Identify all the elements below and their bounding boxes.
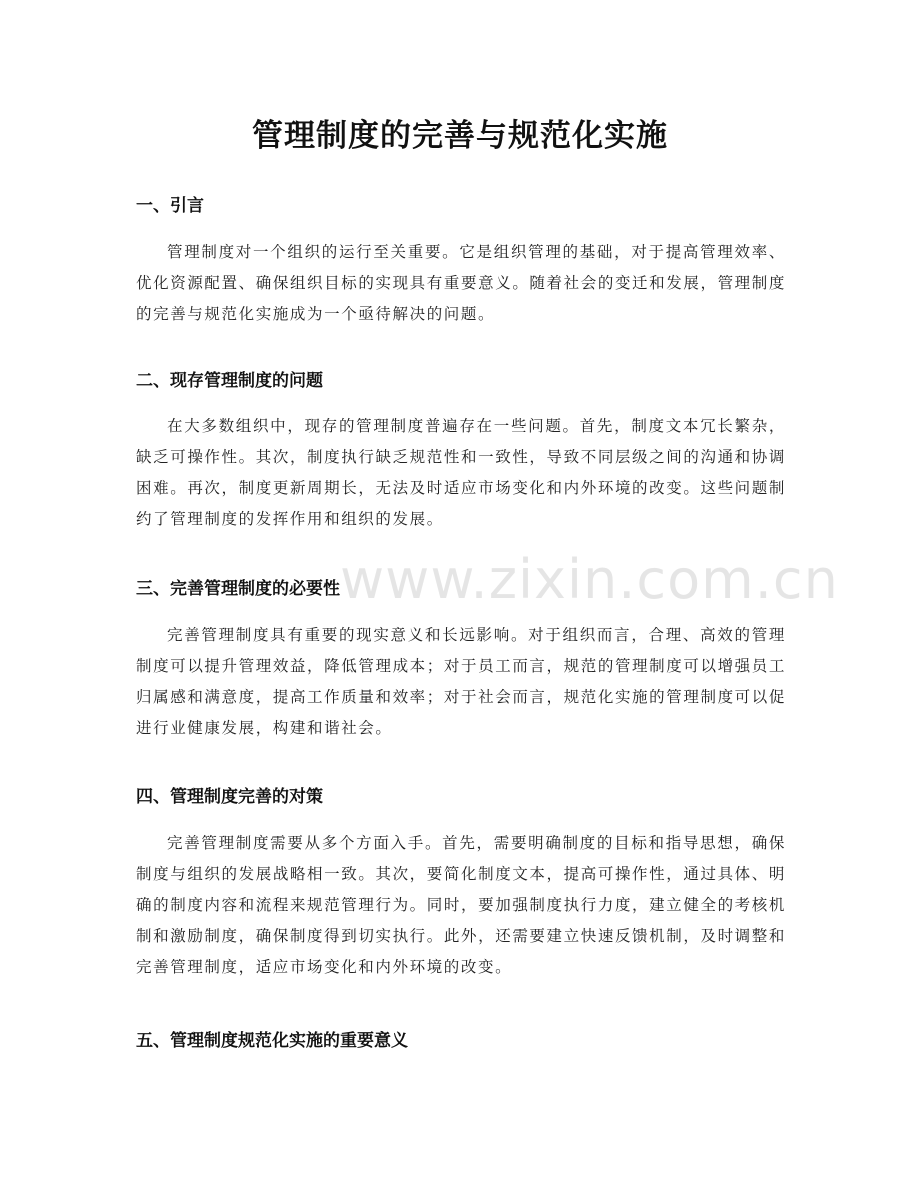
section-heading-problems: 二、现存管理制度的问题 — [136, 371, 323, 391]
section-heading-necessity: 三、完善管理制度的必要性 — [136, 579, 340, 599]
section-paragraph-problems: 在大多数组织中，现存的管理制度普遍存在一些问题。首先，制度文本冗长繁杂，缺乏可操作性。其次，制度执行缺乏规范性和一致性，导致不同层级之间的沟通和协调困难。再次，制度更新周期长，无法及时适应市场变化和内外环境的改变。这些问题制约了管理制度的发挥作用和组织的发展。 — [136, 417, 786, 528]
watermark: www.zixin.com.cn — [340, 548, 839, 611]
section-heading-measures: 四、管理制度完善的对策 — [136, 787, 323, 807]
section-paragraph-necessity: 完善管理制度具有重要的现实意义和长远影响。对于组织而言，合理、高效的管理制度可以提升管理效益，降低管理成本；对于员工而言，规范的管理制度可以增强员工归属感和满意度，提高工作质量和效率；对于社会而言，规范化实施的管理制度可以促进行业健康发展，构建和谐社会。 — [136, 626, 786, 737]
section-heading-significance: 五、管理制度规范化实施的重要意义 — [136, 1031, 408, 1051]
section-heading-intro: 一、引言 — [136, 196, 204, 216]
section-paragraph-intro: 管理制度对一个组织的运行至关重要。它是组织管理的基础，对于提高管理效率、优化资源配置、确保组织目标的实现具有重要意义。随着社会的变迁和发展，管理制度的完善与规范化实施成为一个亟待解决的问题。 — [136, 243, 786, 323]
document-title: 管理制度的完善与规范化实施 — [252, 118, 668, 154]
section-paragraph-measures: 完善管理制度需要从多个方面入手。首先，需要明确制度的目标和指导思想，确保制度与组织的发展战略相一致。其次，要简化制度文本，提高可操作性，通过具体、明确的制度内容和流程来规范管理行为。同时，要加强制度执行力度，建立健全的考核机制和激励制度，确保制度得到切实执行。此外，还需要建立快速反馈机制，及时调整和完善管理制度，适应市场变化和内外环境的改变。 — [136, 834, 786, 976]
